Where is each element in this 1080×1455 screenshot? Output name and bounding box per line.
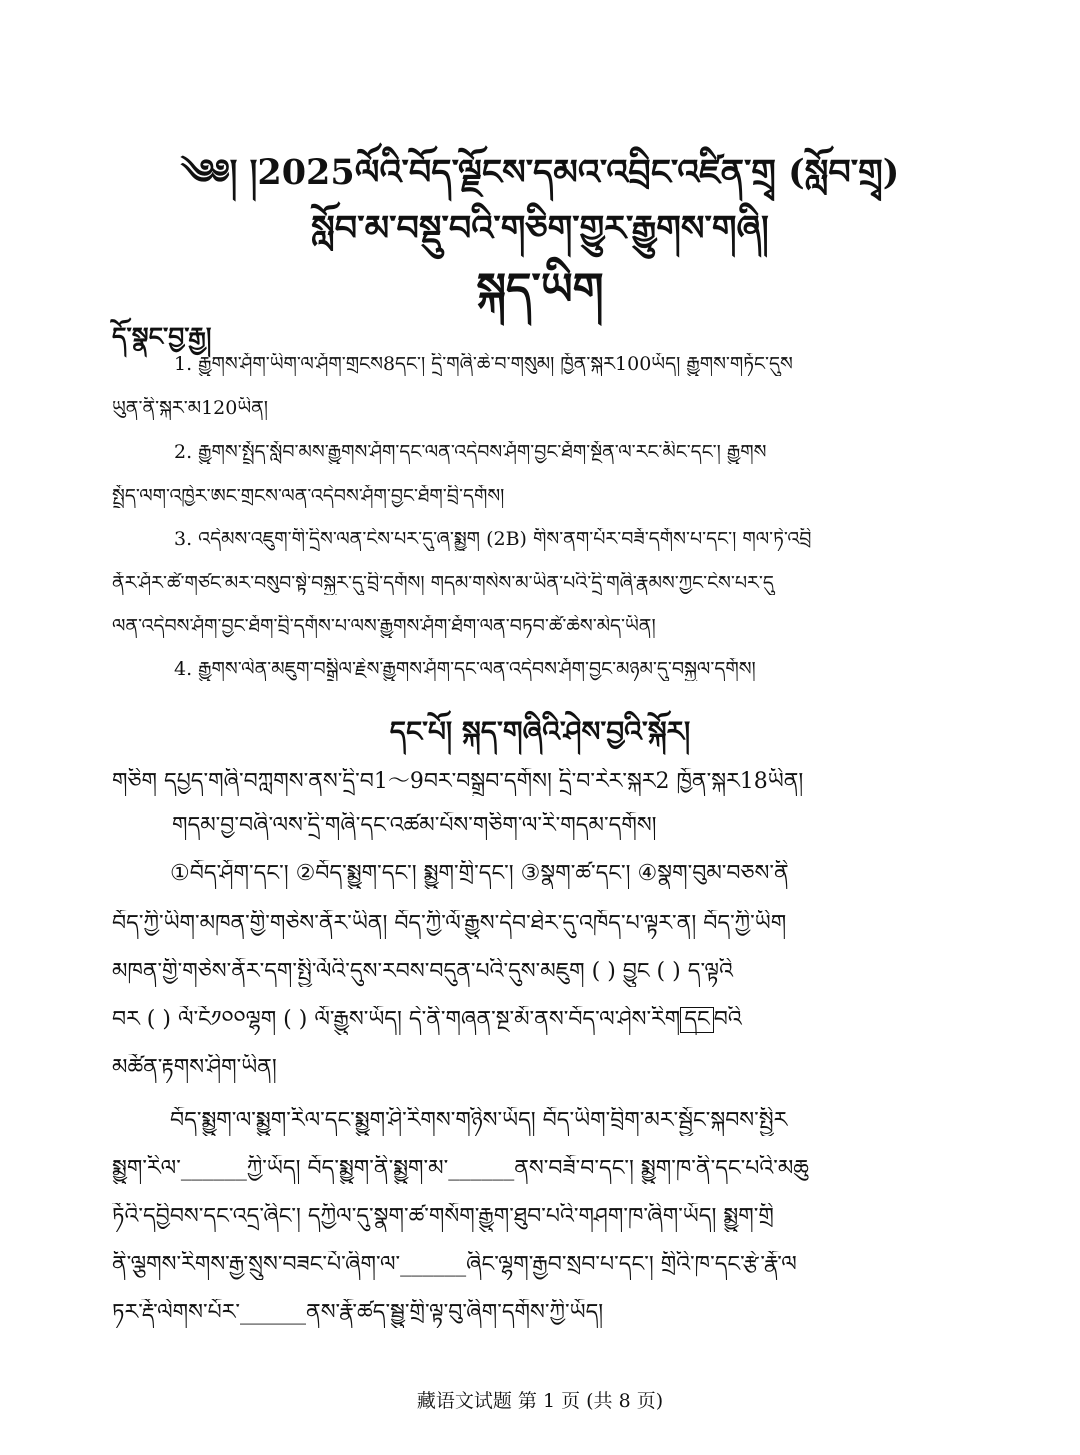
passage-line: མཚོན་རྟགས་ཤིག་ཡིན། xyxy=(112,1055,277,1080)
passage-line: བོད་སྨྱུག་ལ་སྨྱུག་རིལ་དང་སྨྱུག་ཤི་རིགས་གཉིས་ཡོད། བོད་ཡིག་བྲིག་མར་སྦྱོང་སྐབས་སྤྱིར xyxy=(170,1108,788,1133)
question-intro: གཅིག དཔྱད་གཞི་བཀླགས་ནས་དྲི་བ1～9བར་བསྒྲུབ་དགོས། དྲི་བ་རེར་སྐར2 ཁྱོན་སྐར18ཡིན། xyxy=(112,769,804,794)
passage-line: ཏོའི་དབྱིབས་དང་འདྲ་ཞིང་། དཀྱིལ་དུ་སྣག་ཚ་གསོག་རྒྱུག་ཐུབ་པའི་གཤག་ཁ་ཞིག་ཡོད། སྨྱུག་གྲི xyxy=(112,1204,774,1229)
passage-line: ཏར་རྡོ་ལེགས་པོར་______ནས་རྣོ་ཚད་སྦྱུ་གྲི་ལྟ་བུ་ཞིག་དགོས་ཀྱི་ཡོད། xyxy=(112,1300,604,1325)
passage-line: སྨྱུག་རིལ་______ཀྱི་ཡོད། བོད་སྨྱུག་ནི་སྨྱུག་མ་______ནས་བཟོ་བ་དང་། སྨྱུག་ཁ་ནི་དང་པའི་མཆུ xyxy=(112,1156,809,1181)
page-footer: 藏语文试题 第 1 页 (共 8 页) xyxy=(416,1390,664,1412)
instruction-line: སྤྲོད་ལག་འཁྱེར་ཨང་གྲངས་ལན་འདེབས་ཤོག་བྱང་ཐོག་བྲི་དགོས། xyxy=(112,485,505,507)
passage-line xyxy=(112,1006,984,1035)
boxed-word: དང xyxy=(680,1007,713,1033)
passage-line: བོད་ཀྱི་ཡིག་མཁན་གྱི་གཅེས་ནོར་ཡིན། བོད་ཀྱི་ལོ་རྒྱུས་དེབ་ཐེར་དུ་འཁོད་པ་ལྟར་ན། བོད་ཀྱི་ཡིག xyxy=(112,911,787,936)
passage-line: མཁན་གྱི་གཅེས་ནོར་དག་སྤྱི་ལོའི་དུས་རབས་བདུན་པའི་དུས་མཇུག ( ) བྱུང ( ) ད་ལྟའི xyxy=(112,959,733,984)
exam-title-line2: སློབ་མ་བསྡུ་བའི་གཅིག་གྱུར་རྒྱུགས་གཞི། xyxy=(311,208,769,249)
passage-line-text: བར ( ) ལོ་ངོ༡༠༠ལྷག ( ) ལོ་རྒྱུས་ཡོད། དེ་ནི་གཞན་སྔ་མོ་ནས་བོད་ལ་ཤེས་རིག xyxy=(112,1007,681,1032)
instructions-heading: དོ་སྣང་བྱ་རྒྱ། xyxy=(112,322,212,351)
instruction-line: ནོར་ཤོར་ཚེ་གཙང་མར་བསུབ་སྟེ་བསྐྱར་དུ་བྲི་དགོས། གདམ་གསེས་མ་ཡིན་པའི་དྲི་གཞི་རྣམས་ཀྱང་ངེས་པར་དུ xyxy=(112,572,774,594)
passage-line-tail: བའི xyxy=(713,1007,742,1032)
instruction-line: ཡུན་ནི་སྐར་མ120ཡིན། xyxy=(112,397,269,419)
passage-line: ནི་ལྕགས་རིགས་རྒྱ་སྲུས་བཟང་པོ་ཞིག་ལ་______ཞིང་ལྷག་རྒྱབ་སྲབ་པ་དང་། གྲིའི་ཁ་དང་རྩེ་རྣོ་ལ xyxy=(112,1252,797,1277)
section-title: དང་པོ། སྐད་གཞིའི་ཤེས་བྱའི་སྐོར། xyxy=(389,715,691,748)
instruction-line: 4. རྒྱུགས་ལེན་མཇུག་བསྒྲིལ་རྗེས་རྒྱུགས་ཤོག་དང་ལན་འདེབས་ཤོག་བྱང་མཉམ་དུ་བསྐྱལ་དགོས། xyxy=(174,658,756,680)
instruction-line: 1. རྒྱུགས་ཤོག་ཡིག་ལ་ཤོག་གྲངས8དང་། དྲི་གཞི་ཆེ་བ་གསུམ། ཁྱོན་སྐར100ཡོད། རྒྱུགས་གཏོང་དུས xyxy=(174,353,793,375)
instruction-line: 3. འདེམས་འཇུག་གི་དྲིས་ལན་ངེས་པར་དུ་ཞ་སྨྱུག (2B) གིས་ནག་པོར་བཟོ་དགོས་པ་དང་། གལ་ཏེ་འབྲི xyxy=(174,528,812,550)
exam-title-line1: ༄༅། །2025ལོའི་བོད་ལྗོངས་དམའ་འབྲིང་འཛིན་གྲྭ (སློབ་གྲྭ) xyxy=(180,152,900,193)
instruction-line: 2. རྒྱུགས་སྤྲོད་སློབ་མས་རྒྱུགས་ཤོག་དང་ལན་འདེབས་ཤོག་བྱང་ཐོག་སྔོན་ལ་རང་མིང་དང་། རྒྱུགས xyxy=(174,441,767,463)
exam-subject-title: སྐད་ཡིག xyxy=(476,264,604,315)
instruction-line: ལན་འདེབས་ཤོག་བྱང་ཐོག་བྲི་དགོས་པ་ལས་རྒྱུགས་ཤོག་ཐོག་ལན་བཏབ་ཚེ་ཆེས་མེད་ཡིན། xyxy=(112,615,656,637)
passage-line: ①བོད་ཤོག་དང་། ②བོད་སྨྱུག་དང་། སྨྱུག་གྲི་དང་། ③སྣག་ཚ་དང་། ④སྣག་བུམ་བཅས་ནི xyxy=(170,861,789,886)
question-instruction: གདམ་བྱ་བཞི་ལས་དྲི་གཞི་དང་འཚམ་པོས་གཅིག་ལ་རི་གདམ་དགོས། xyxy=(172,813,657,838)
